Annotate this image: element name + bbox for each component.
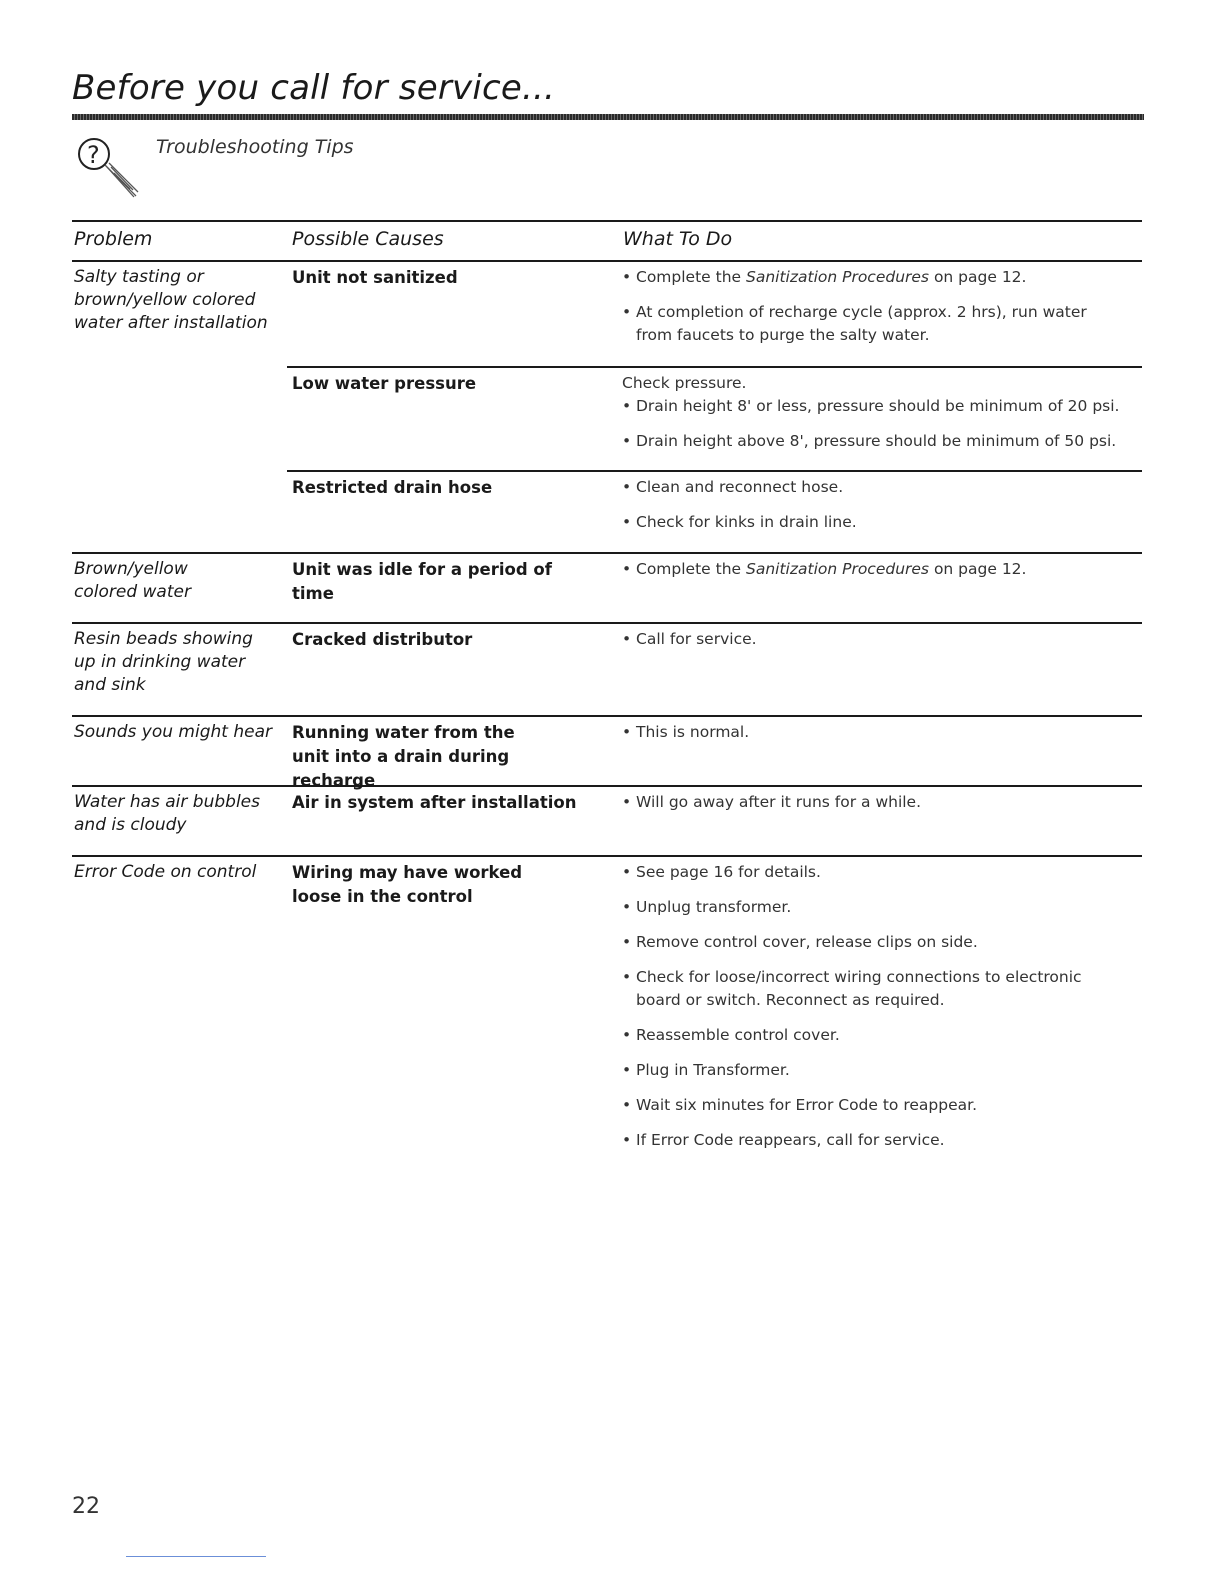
todo-item: • Reassemble control cover. [622,1024,1142,1047]
table-header [72,220,1142,262]
todo-item: • Check for kinks in drain line. [622,511,1142,534]
cause-cell: Cracked distributor [292,630,473,649]
cause-cell: Restricted drain hose [292,478,493,497]
section-label: Troubleshooting Tips [156,136,354,158]
table-row [72,715,1142,790]
todo-item: • Unplug transformer. [622,896,1142,919]
todo-cell [622,787,1142,814]
todo-item: • At completion of recharge cycle (approx. 2 hrs), run water from faucets to purge the salty water. [622,301,1106,347]
todo-item: • Drain height above 8', pressure should be minimum of 50 psi. [622,430,1142,453]
todo-item: • Plug in Transformer. [622,1059,1142,1082]
cause-cell: Unit was idle for a period of time [292,560,552,603]
todo-item: • Will go away after it runs for a while. [622,791,1142,814]
cause-cell: Low water pressure [292,374,477,393]
todo-cell [622,472,1142,534]
cause-block [287,470,1142,552]
todo-item: • See page 16 for details. [622,861,1142,884]
todo-cell [622,262,1142,347]
todo-item: • Complete the Sanitization Procedures on page 12. [622,266,1142,289]
cause-cell: Wiring may have worked loose in the control [292,863,523,906]
cause-block [287,787,1142,814]
problem-cell: Sounds you might hear [74,722,272,742]
troubleshooting-table [72,220,1142,1157]
problem-cell: Brown/yellow colored water [74,559,191,602]
todo-item: • Check for loose/incorrect wiring connections to electronic board or switch. Reconnect as required. [622,966,1106,1012]
todo-cell [622,624,1142,651]
cause-block [287,857,1142,1152]
cause-block [287,554,1142,603]
table-row [72,785,1142,855]
todo-item: • Complete the Sanitization Procedures on page 12. [622,558,1142,581]
table-row [72,622,1142,715]
todo-item: • This is normal. [622,721,1142,744]
header-causes: Possible Causes [292,228,444,250]
table-row [72,855,1142,1157]
svg-text:?: ? [87,141,100,169]
cause-block [287,366,1142,470]
problem-cell: Resin beads showing up in drinking water and sink [74,629,253,695]
problem-cell: Salty tasting or brown/yellow colored water after installation [74,267,268,333]
page-title: Before you call for service... [72,68,555,108]
todo-cell [622,554,1142,581]
todo-note: Check pressure. [622,374,747,392]
todo-item: • Clean and reconnect hose. [622,476,1142,499]
table-row [72,262,1142,552]
todo-item: • Remove control cover, release clips on side. [622,931,1142,954]
todo-item: • If Error Code reappears, call for service. [622,1129,1142,1152]
title-rule [72,114,1144,120]
page-number: 22 [72,1494,100,1519]
footer-rule [126,1556,266,1557]
header-problem: Problem [74,228,153,250]
problem-cell: Water has air bubbles and is cloudy [74,792,260,835]
todo-item: • Wait six minutes for Error Code to reappear. [622,1094,1142,1117]
todo-cell [622,717,1142,744]
cause-block [287,717,1142,790]
cause-block [287,262,1142,366]
cause-cell: Unit not sanitized [292,268,458,287]
todo-item: • Call for service. [622,628,1142,651]
table-row [72,552,1142,622]
magnifier-question-icon [76,134,146,204]
cause-block [287,624,1142,651]
todo-item: • Drain height 8' or less, pressure should be minimum of 20 psi. [622,395,1142,418]
cause-cell: Running water from the unit into a drain during recharge [292,723,515,790]
todo-cell [622,368,1142,453]
todo-cell [622,857,1142,1152]
header-todo: What To Do [623,228,733,250]
cause-cell: Air in system after installation [292,793,577,812]
problem-cell: Error Code on control [74,862,257,882]
